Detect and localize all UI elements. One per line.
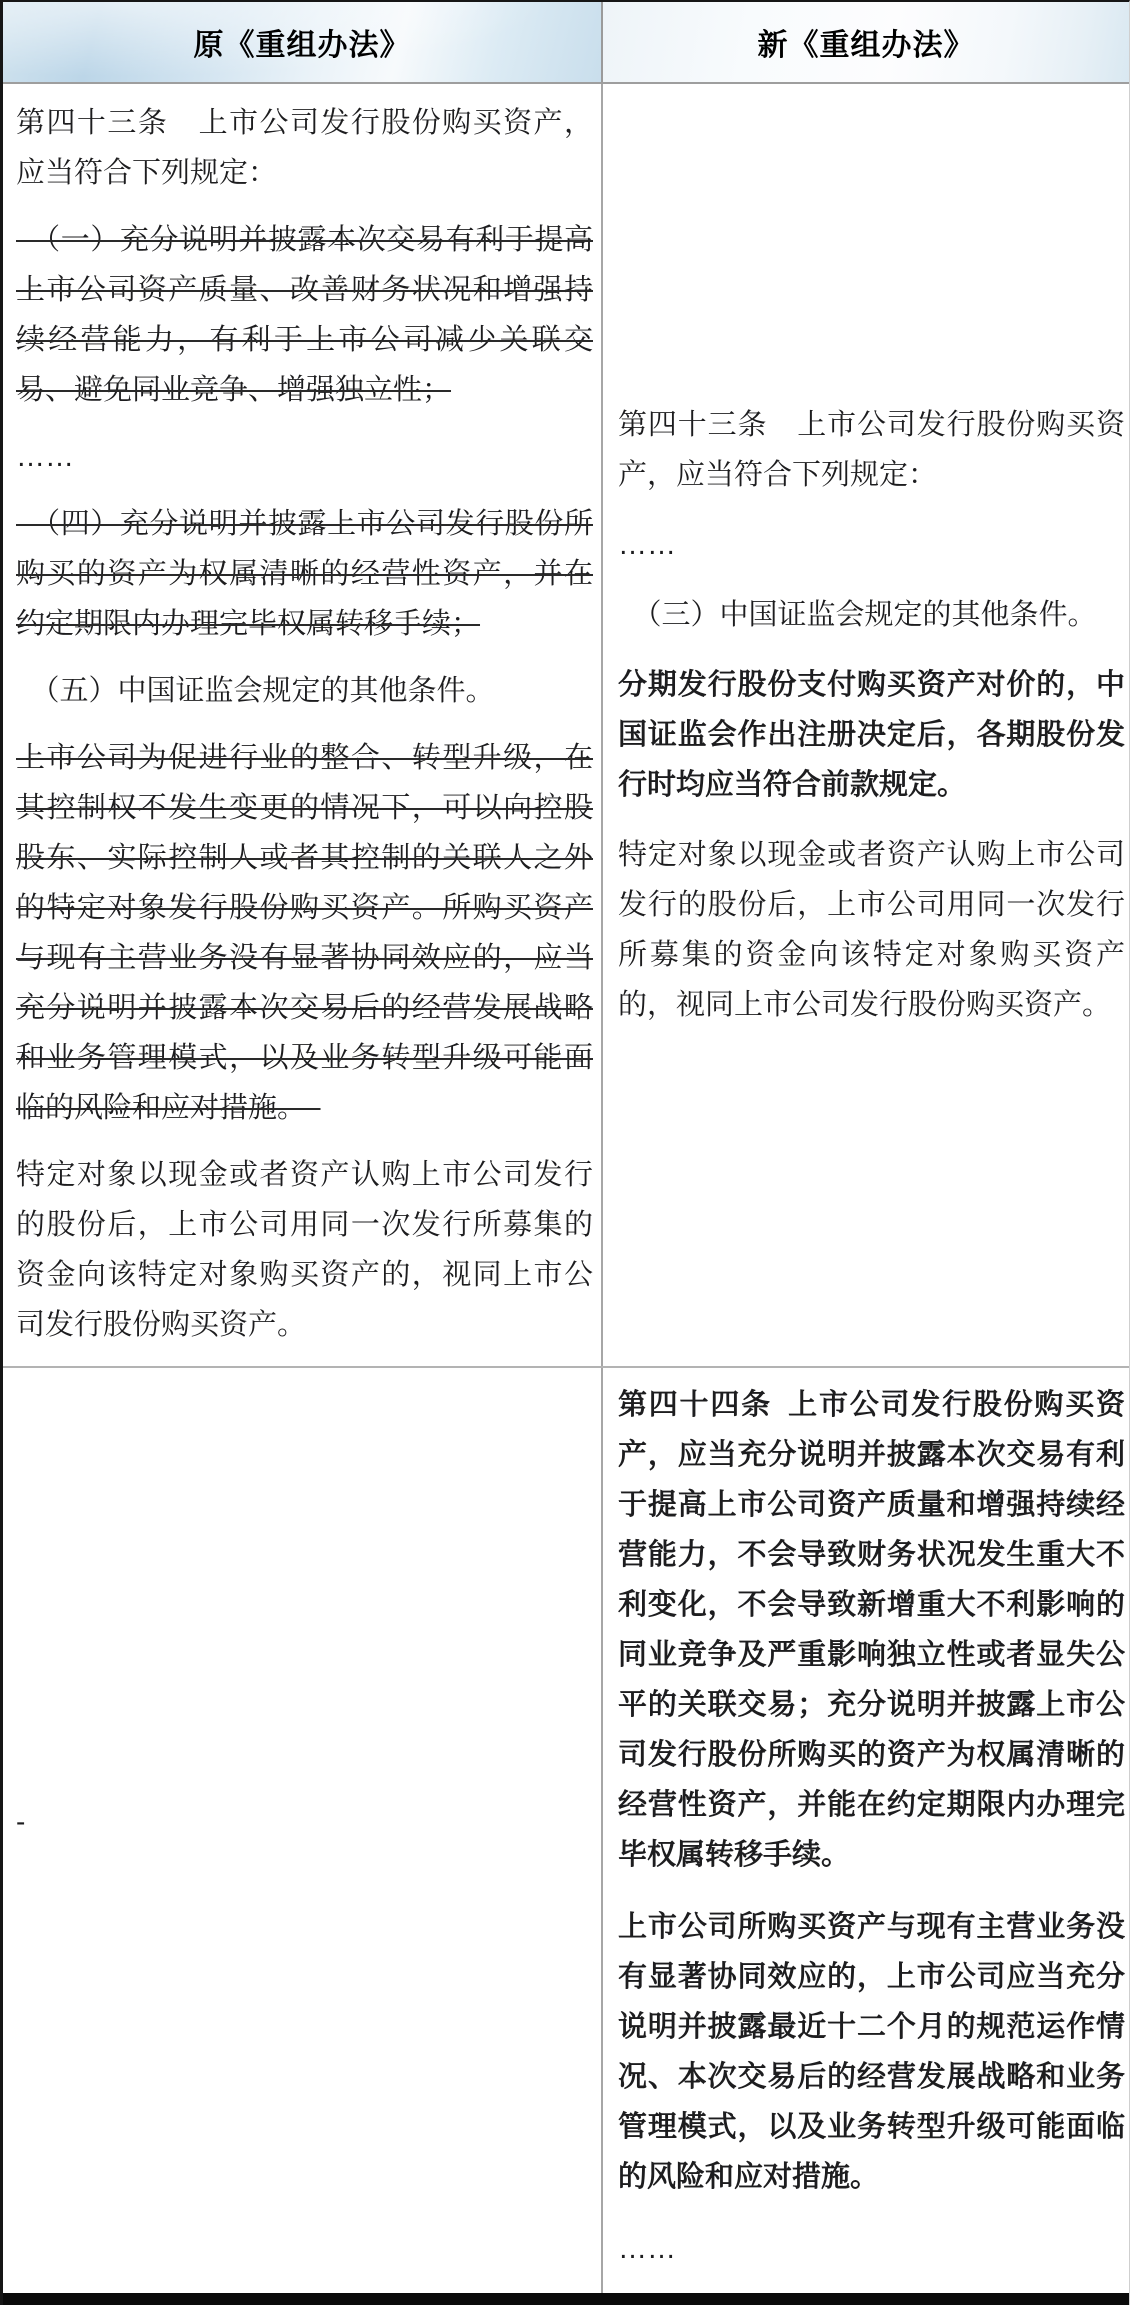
cell-old-article-44: [3, 1368, 601, 2293]
ellipsis-paragraph: ……: [618, 529, 676, 561]
cell-new-article-44: [601, 1368, 1129, 2293]
struck-paragraph: （一）充分说明并披露本次交易有利于提高上市公司资产质量、改善财务状况和增强持续经营能力，有利于上市公司减少关联交易、避免同业竞争、增强独立性；: [16, 224, 593, 406]
paragraph: 第四十三条 上市公司发行股份购买资产，应当符合下列规定：: [618, 409, 1125, 491]
paragraph: （三）中国证监会规定的其他条件。: [618, 599, 1097, 631]
struck-paragraph: （四）充分说明并披露上市公司发行股份所购买的资产为权属清晰的经营性资产，并在约定期限内办理完毕权属转移手续；: [16, 508, 593, 640]
table-header-row: [3, 2, 1129, 84]
paragraph: 特定对象以现金或者资产认购上市公司发行的股份后，上市公司用同一次发行所募集的资金向该特定对象购买资产的，视同上市公司发行股份购买资产。: [618, 839, 1125, 1021]
placeholder-dash: -: [16, 1806, 26, 1837]
paragraph: 第四十三条 上市公司发行股份购买资产，应当符合下列规定：: [16, 107, 593, 189]
struck-paragraph: 上市公司为促进行业的整合、转型升级，在其控制权不发生变更的情况下，可以向控股股东、实际控制人或者其控制的关联人之外的特定对象发行股份购买资产。所购买资产与现有主营业务没有显著协同效应的，应当充分说明并披露本次交易后的经营发展战略和业务管理模式，以及业务转型升级可能面临的风险和应对措施。: [16, 742, 593, 1124]
header-old-measures: 原《重组办法》: [3, 2, 601, 82]
cell-old-article-43: [3, 84, 601, 1366]
bottom-edge: [3, 2293, 1129, 2305]
ellipsis-paragraph: ……: [16, 441, 74, 473]
ellipsis-paragraph: ……: [618, 2233, 676, 2265]
paragraph: 特定对象以现金或者资产认购上市公司发行的股份后，上市公司用同一次发行所募集的资金向该特定对象购买资产的，视同上市公司发行股份购买资产。: [16, 1159, 593, 1341]
table-row-article-44: [3, 1368, 1129, 2293]
table-row-article-43: [3, 84, 1129, 1368]
bold-paragraph: 上市公司所购买资产与现有主营业务没有显著协同效应的，上市公司应当充分说明并披露最近十二个月的规范运作情况、本次交易后的经营发展战略和业务管理模式，以及业务转型升级可能面临的风险和应对措施。: [618, 1911, 1125, 2193]
bold-paragraph: 第四十四条 上市公司发行股份购买资产，应当充分说明并披露本次交易有利于提高上市公司资产质量和增强持续经营能力，不会导致财务状况发生重大不利变化，不会导致新增重大不利影响的同业竞争及严重影响独立性或者显失公平的关联交易；充分说明并披露上市公司发行股份所购买的资产为权属清晰的经营性资产，并能在约定期限内办理完毕权属转移手续。: [618, 1389, 1125, 1871]
header-new-measures: 新《重组办法》: [601, 2, 1129, 82]
paragraph: （五）中国证监会规定的其他条件。: [16, 675, 495, 707]
bold-paragraph: 分期发行股份支付购买资产对价的，中国证监会作出注册决定后，各期股份发行时均应当符合前款规定。: [618, 669, 1125, 801]
cell-new-article-43: [601, 84, 1129, 1366]
